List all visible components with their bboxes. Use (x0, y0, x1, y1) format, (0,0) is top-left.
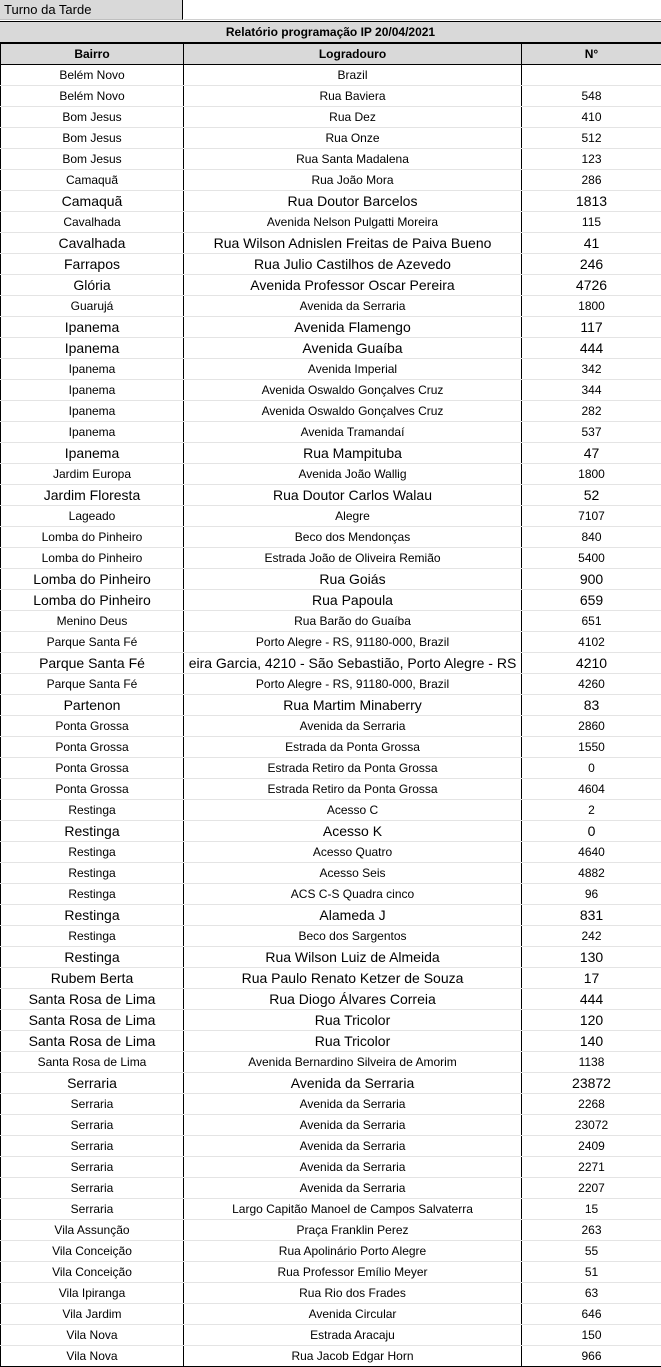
cell-bairro[interactable]: Serraria (1, 1199, 184, 1220)
column-header-numero[interactable]: N° (522, 44, 661, 65)
cell-numero[interactable]: 548 (522, 86, 661, 107)
cell-numero[interactable]: 659 (522, 590, 661, 611)
cell-numero[interactable]: 120 (522, 1010, 661, 1031)
table-row (1, 1241, 661, 1262)
table-row (1, 716, 661, 737)
cell-logradouro[interactable]: Rua Jacob Edgar Horn (184, 1346, 522, 1367)
cell-bairro[interactable]: Serraria (1, 1157, 184, 1178)
cell-numero[interactable]: 342 (522, 359, 661, 380)
table-row (1, 779, 661, 800)
table-row (1, 107, 661, 128)
header-row (1, 44, 661, 65)
table-row (1, 1304, 661, 1325)
cell-numero[interactable]: 2268 (522, 1094, 661, 1115)
table-row (1, 590, 661, 611)
cell-bairro[interactable]: Vila Assunção (1, 1220, 184, 1241)
cell-logradouro[interactable]: Avenida Tramandaí (184, 422, 522, 443)
cell-logradouro[interactable]: Beco dos Sargentos (184, 926, 522, 947)
cell-logradouro[interactable]: Rua Apolinário Porto Alegre (184, 1241, 522, 1262)
cell-logradouro[interactable]: Acesso C (184, 800, 522, 821)
table-row (1, 1262, 661, 1283)
cell-bairro[interactable]: Ipanema (1, 338, 184, 359)
cell-logradouro[interactable]: ACS C-S Quadra cinco (184, 884, 522, 905)
cell-logradouro[interactable]: Rua Dez (184, 107, 522, 128)
cell-numero[interactable]: 512 (522, 128, 661, 149)
cell-logradouro[interactable]: Rua Baviera (184, 86, 522, 107)
table-row (1, 926, 661, 947)
table-row (1, 989, 661, 1010)
cell-numero[interactable]: 4604 (522, 779, 661, 800)
cell-numero[interactable]: 651 (522, 611, 661, 632)
cell-numero[interactable]: 1813 (522, 191, 661, 212)
cell-bairro[interactable]: Restinga (1, 842, 184, 863)
cell-numero[interactable]: 242 (522, 926, 661, 947)
cell-numero[interactable]: 1138 (522, 1052, 661, 1073)
shift-row (0, 0, 661, 21)
cell-numero[interactable]: 900 (522, 569, 661, 590)
table-row (1, 821, 661, 842)
cell-numero[interactable]: 646 (522, 1304, 661, 1325)
cell-bairro[interactable]: Restinga (1, 863, 184, 884)
cell-logradouro[interactable]: Rua Santa Madalena (184, 149, 522, 170)
table-row (1, 947, 661, 968)
cell-numero[interactable]: 2860 (522, 716, 661, 737)
table-body (1, 65, 661, 1367)
cell-bairro[interactable]: Ponta Grossa (1, 716, 184, 737)
cell-bairro[interactable]: Belém Novo (1, 86, 184, 107)
cell-numero[interactable]: 2207 (522, 1178, 661, 1199)
cell-bairro[interactable]: Rubem Berta (1, 968, 184, 989)
cell-numero[interactable]: 83 (522, 695, 661, 716)
cell-logradouro[interactable]: Avenida da Serraria (184, 1073, 522, 1094)
cell-bairro[interactable]: Parque Santa Fé (1, 674, 184, 695)
cell-logradouro[interactable]: eira Garcia, 4210 - São Sebastião, Porto Alegre - RS (184, 653, 522, 674)
cell-logradouro[interactable]: Avenida da Serraria (184, 1115, 522, 1136)
report-table (0, 43, 661, 1367)
table-row (1, 1346, 661, 1367)
cell-numero[interactable]: 130 (522, 947, 661, 968)
table-row (1, 401, 661, 422)
cell-logradouro[interactable]: Rua Julio Castilhos de Azevedo (184, 254, 522, 275)
cell-logradouro[interactable]: Avenida Circular (184, 1304, 522, 1325)
cell-bairro[interactable]: Santa Rosa de Lima (1, 989, 184, 1010)
cell-bairro[interactable]: Farrapos (1, 254, 184, 275)
cell-numero[interactable]: 4726 (522, 275, 661, 296)
table-row (1, 968, 661, 989)
cell-bairro[interactable]: Jardim Floresta (1, 485, 184, 506)
table-row (1, 422, 661, 443)
cell-bairro[interactable]: Vila Ipiranga (1, 1283, 184, 1304)
cell-logradouro[interactable]: Avenida Nelson Pulgatti Moreira (184, 212, 522, 233)
cell-bairro[interactable]: Bom Jesus (1, 128, 184, 149)
cell-logradouro[interactable]: Largo Capitão Manoel de Campos Salvaterra (184, 1199, 522, 1220)
cell-numero[interactable]: 4260 (522, 674, 661, 695)
cell-logradouro[interactable]: Rua Professor Emílio Meyer (184, 1262, 522, 1283)
cell-logradouro[interactable]: Rua Tricolor (184, 1010, 522, 1031)
table-row (1, 233, 661, 254)
table-row (1, 1199, 661, 1220)
cell-numero[interactable]: 282 (522, 401, 661, 422)
cell-bairro[interactable]: Lomba do Pinheiro (1, 548, 184, 569)
cell-numero[interactable]: 47 (522, 443, 661, 464)
cell-logradouro[interactable]: Rua Barão do Guaíba (184, 611, 522, 632)
table-row (1, 1325, 661, 1346)
cell-numero[interactable]: 4640 (522, 842, 661, 863)
cell-logradouro[interactable]: Acesso K (184, 821, 522, 842)
table-row (1, 737, 661, 758)
cell-logradouro[interactable]: Acesso Seis (184, 863, 522, 884)
cell-logradouro[interactable]: Avenida Oswaldo Gonçalves Cruz (184, 380, 522, 401)
cell-numero[interactable]: 4882 (522, 863, 661, 884)
cell-bairro[interactable]: Camaquã (1, 170, 184, 191)
cell-logradouro[interactable]: Avenida Flamengo (184, 317, 522, 338)
cell-bairro[interactable]: Ponta Grossa (1, 758, 184, 779)
table-row (1, 380, 661, 401)
cell-logradouro[interactable]: Praça Franklin Perez (184, 1220, 522, 1241)
table-row (1, 443, 661, 464)
cell-numero[interactable]: 2271 (522, 1157, 661, 1178)
cell-logradouro[interactable]: Rua Martim Minaberry (184, 695, 522, 716)
table-row (1, 485, 661, 506)
cell-bairro[interactable]: Ipanema (1, 317, 184, 338)
cell-numero[interactable]: 150 (522, 1325, 661, 1346)
cell-bairro[interactable]: Bom Jesus (1, 149, 184, 170)
cell-logradouro[interactable]: Rua Diogo Álvares Correia (184, 989, 522, 1010)
cell-bairro[interactable]: Parque Santa Fé (1, 632, 184, 653)
empty-cell[interactable] (184, 0, 661, 20)
table-row (1, 296, 661, 317)
table-row (1, 1010, 661, 1031)
table-row (1, 86, 661, 107)
cell-bairro[interactable]: Glória (1, 275, 184, 296)
cell-numero[interactable]: 1800 (522, 296, 661, 317)
cell-numero[interactable]: 263 (522, 1220, 661, 1241)
table-row (1, 842, 661, 863)
cell-logradouro[interactable]: Avenida da Serraria (184, 1136, 522, 1157)
cell-logradouro[interactable]: Rua Mampituba (184, 443, 522, 464)
table-row (1, 548, 661, 569)
cell-logradouro[interactable]: Rua Onze (184, 128, 522, 149)
cell-bairro[interactable]: Partenon (1, 695, 184, 716)
cell-bairro[interactable]: Serraria (1, 1178, 184, 1199)
cell-bairro[interactable]: Serraria (1, 1136, 184, 1157)
cell-bairro[interactable]: Jardim Europa (1, 464, 184, 485)
cell-numero[interactable]: 1800 (522, 464, 661, 485)
cell-numero[interactable]: 0 (522, 758, 661, 779)
cell-logradouro[interactable]: Avenida da Serraria (184, 1094, 522, 1115)
cell-bairro[interactable]: Restinga (1, 821, 184, 842)
cell-numero[interactable]: 7107 (522, 506, 661, 527)
cell-logradouro[interactable]: Porto Alegre - RS, 91180-000, Brazil (184, 632, 522, 653)
table-row (1, 65, 661, 86)
cell-bairro[interactable]: Restinga (1, 905, 184, 926)
cell-logradouro[interactable]: Avenida da Serraria (184, 1157, 522, 1178)
table-row (1, 212, 661, 233)
table-row (1, 653, 661, 674)
cell-logradouro[interactable]: Alegre (184, 506, 522, 527)
cell-bairro[interactable]: Restinga (1, 926, 184, 947)
table-row (1, 1052, 661, 1073)
cell-numero[interactable]: 831 (522, 905, 661, 926)
shift-label-cell[interactable]: Turno da Tarde (0, 0, 183, 20)
cell-logradouro[interactable]: Porto Alegre - RS, 91180-000, Brazil (184, 674, 522, 695)
cell-logradouro[interactable]: Avenida Professor Oscar Pereira (184, 275, 522, 296)
cell-bairro[interactable]: Santa Rosa de Lima (1, 1031, 184, 1052)
cell-numero[interactable]: 115 (522, 212, 661, 233)
table-row (1, 905, 661, 926)
table-row (1, 1073, 661, 1094)
cell-numero[interactable]: 63 (522, 1283, 661, 1304)
cell-logradouro[interactable]: Rua João Mora (184, 170, 522, 191)
cell-numero[interactable]: 840 (522, 527, 661, 548)
cell-bairro[interactable]: Vila Nova (1, 1325, 184, 1346)
table-row (1, 1178, 661, 1199)
cell-logradouro[interactable]: Estrada Retiro da Ponta Grossa (184, 779, 522, 800)
table-row (1, 464, 661, 485)
cell-logradouro[interactable]: Avenida da Serraria (184, 1178, 522, 1199)
cell-numero[interactable]: 0 (522, 821, 661, 842)
table-row (1, 758, 661, 779)
cell-bairro[interactable]: Serraria (1, 1073, 184, 1094)
cell-bairro[interactable]: Bom Jesus (1, 107, 184, 128)
cell-numero[interactable]: 55 (522, 1241, 661, 1262)
table-row (1, 128, 661, 149)
cell-logradouro[interactable]: Avenida da Serraria (184, 296, 522, 317)
cell-logradouro[interactable]: Beco dos Mendonças (184, 527, 522, 548)
cell-numero[interactable]: 5400 (522, 548, 661, 569)
cell-numero[interactable]: 4102 (522, 632, 661, 653)
cell-numero[interactable]: 1550 (522, 737, 661, 758)
table-row (1, 338, 661, 359)
cell-bairro[interactable]: Ipanema (1, 401, 184, 422)
table-row (1, 170, 661, 191)
table-row (1, 1136, 661, 1157)
table-row (1, 1157, 661, 1178)
table-row (1, 1220, 661, 1241)
cell-numero[interactable]: 117 (522, 317, 661, 338)
cell-bairro[interactable]: Ponta Grossa (1, 779, 184, 800)
cell-logradouro[interactable]: Estrada Retiro da Ponta Grossa (184, 758, 522, 779)
cell-logradouro[interactable]: Rua Rio dos Frades (184, 1283, 522, 1304)
cell-bairro[interactable]: Ipanema (1, 359, 184, 380)
cell-numero[interactable]: 23072 (522, 1115, 661, 1136)
cell-numero[interactable]: 2409 (522, 1136, 661, 1157)
column-header-bairro[interactable]: Bairro (1, 44, 184, 65)
cell-bairro[interactable]: Parque Santa Fé (1, 653, 184, 674)
cell-logradouro[interactable]: Rua Wilson Adnislen Freitas de Paiva Bueno (184, 233, 522, 254)
cell-numero[interactable]: 444 (522, 989, 661, 1010)
cell-numero[interactable]: 246 (522, 254, 661, 275)
cell-bairro[interactable]: Cavalhada (1, 233, 184, 254)
cell-logradouro[interactable]: Rua Goiás (184, 569, 522, 590)
cell-bairro[interactable]: Lageado (1, 506, 184, 527)
cell-logradouro[interactable]: Avenida João Wallig (184, 464, 522, 485)
cell-logradouro[interactable]: Estrada Aracaju (184, 1325, 522, 1346)
cell-numero[interactable]: 96 (522, 884, 661, 905)
cell-bairro[interactable]: Cavalhada (1, 212, 184, 233)
cell-bairro[interactable]: Serraria (1, 1094, 184, 1115)
cell-bairro[interactable]: Ipanema (1, 380, 184, 401)
cell-logradouro[interactable]: Estrada da Ponta Grossa (184, 737, 522, 758)
cell-numero[interactable]: 140 (522, 1031, 661, 1052)
table-row (1, 1094, 661, 1115)
table-row (1, 695, 661, 716)
table-row (1, 275, 661, 296)
cell-bairro[interactable]: Belém Novo (1, 65, 184, 86)
cell-bairro[interactable]: Camaquã (1, 191, 184, 212)
cell-numero[interactable]: 966 (522, 1346, 661, 1367)
table-row (1, 632, 661, 653)
cell-logradouro[interactable]: Rua Doutor Carlos Walau (184, 485, 522, 506)
table-row (1, 1283, 661, 1304)
table-row (1, 506, 661, 527)
table-row (1, 359, 661, 380)
cell-bairro[interactable]: Lomba do Pinheiro (1, 527, 184, 548)
cell-numero[interactable]: 123 (522, 149, 661, 170)
cell-bairro[interactable]: Ponta Grossa (1, 737, 184, 758)
cell-bairro[interactable]: Vila Conceição (1, 1241, 184, 1262)
cell-logradouro[interactable]: Avenida Imperial (184, 359, 522, 380)
cell-numero[interactable]: 23872 (522, 1073, 661, 1094)
cell-bairro[interactable]: Santa Rosa de Lima (1, 1010, 184, 1031)
cell-numero[interactable] (522, 65, 661, 86)
cell-bairro[interactable]: Ipanema (1, 443, 184, 464)
cell-logradouro[interactable]: Rua Tricolor (184, 1031, 522, 1052)
table-row (1, 863, 661, 884)
cell-bairro[interactable]: Lomba do Pinheiro (1, 569, 184, 590)
cell-numero[interactable]: 52 (522, 485, 661, 506)
cell-logradouro[interactable]: Rua Paulo Renato Ketzer de Souza (184, 968, 522, 989)
cell-numero[interactable]: 51 (522, 1262, 661, 1283)
cell-numero[interactable]: 2 (522, 800, 661, 821)
table-row (1, 569, 661, 590)
table-row (1, 800, 661, 821)
cell-bairro[interactable]: Serraria (1, 1115, 184, 1136)
cell-bairro[interactable]: Guarujá (1, 296, 184, 317)
cell-bairro[interactable]: Menino Deus (1, 611, 184, 632)
cell-logradouro[interactable]: Avenida Oswaldo Gonçalves Cruz (184, 401, 522, 422)
cell-logradouro[interactable]: Rua Wilson Luiz de Almeida (184, 947, 522, 968)
table-row (1, 191, 661, 212)
table-row (1, 527, 661, 548)
cell-bairro[interactable]: Vila Conceição (1, 1262, 184, 1283)
cell-numero[interactable]: 15 (522, 1199, 661, 1220)
cell-bairro[interactable]: Ipanema (1, 422, 184, 443)
cell-bairro[interactable]: Restinga (1, 947, 184, 968)
table-row (1, 884, 661, 905)
table-row (1, 149, 661, 170)
table-row (1, 1031, 661, 1052)
cell-numero[interactable]: 344 (522, 380, 661, 401)
cell-numero[interactable]: 286 (522, 170, 661, 191)
table-row (1, 1115, 661, 1136)
report-title[interactable]: Relatório programação IP 20/04/2021 (0, 21, 661, 43)
cell-bairro[interactable]: Vila Nova (1, 1346, 184, 1367)
cell-numero[interactable]: 410 (522, 107, 661, 128)
cell-bairro[interactable]: Santa Rosa de Lima (1, 1052, 184, 1073)
cell-bairro[interactable]: Lomba do Pinheiro (1, 590, 184, 611)
cell-logradouro[interactable]: Avenida Guaíba (184, 338, 522, 359)
table-row (1, 317, 661, 338)
cell-bairro[interactable]: Restinga (1, 800, 184, 821)
cell-numero[interactable]: 537 (522, 422, 661, 443)
table-row (1, 611, 661, 632)
column-header-logradouro[interactable]: Logradouro (184, 44, 522, 65)
cell-logradouro[interactable]: Acesso Quatro (184, 842, 522, 863)
cell-bairro[interactable]: Restinga (1, 884, 184, 905)
cell-numero[interactable]: 41 (522, 233, 661, 254)
cell-logradouro[interactable]: Rua Doutor Barcelos (184, 191, 522, 212)
cell-numero[interactable]: 4210 (522, 653, 661, 674)
cell-logradouro[interactable]: Brazil (184, 65, 522, 86)
table-row (1, 254, 661, 275)
cell-logradouro[interactable]: Estrada João de Oliveira Remião (184, 548, 522, 569)
cell-logradouro[interactable]: Alameda J (184, 905, 522, 926)
cell-bairro[interactable]: Vila Jardim (1, 1304, 184, 1325)
cell-logradouro[interactable]: Avenida da Serraria (184, 716, 522, 737)
cell-numero[interactable]: 17 (522, 968, 661, 989)
cell-logradouro[interactable]: Avenida Bernardino Silveira de Amorim (184, 1052, 522, 1073)
cell-logradouro[interactable]: Rua Papoula (184, 590, 522, 611)
table-row (1, 674, 661, 695)
cell-numero[interactable]: 444 (522, 338, 661, 359)
